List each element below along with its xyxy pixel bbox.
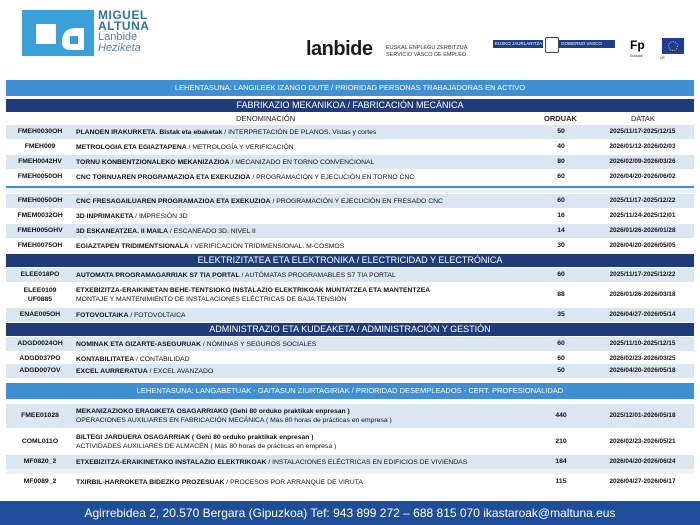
course-code: FMEH005OHV	[17, 227, 63, 234]
table-row	[6, 430, 694, 454]
table-row	[6, 284, 694, 306]
course-dates: 2025/11/24-2025/12/01	[609, 212, 676, 219]
course-name-es: EXCEL AVANZADO	[153, 368, 214, 375]
logo-line1: MIGUEL	[98, 8, 148, 22]
col-hours: ORDUAK	[544, 114, 577, 123]
course-name-es: MECANIZADO EN TORNO CONVENCIONAL	[235, 159, 375, 166]
course-dates: 2025/11/17-2025/12/22	[609, 271, 676, 278]
eu-flag-icon	[662, 38, 684, 54]
course-name-es: INSTALACIONES ELÉCTRICAS EN EDIFICIOS DE VIVIENDAS	[272, 459, 468, 466]
course-name-eu: TXIRBIL-HARROKETA BIDEZKO PROZESUAK	[76, 479, 225, 486]
spacer	[6, 188, 694, 193]
course-name-eu: 3D INPRIMAKETA	[76, 213, 134, 220]
course-name-eu: EXCEL AURRERATUA	[76, 368, 148, 375]
table-row: FMEH005OHV 3D ESKANEATZEA. II MAILA / ESCANEADO 3D. NIVEL II 14 2026/01/26-2026/01/28	[6, 224, 694, 238]
course-hours: 50	[557, 128, 565, 135]
table-row	[6, 404, 694, 428]
header	[0, 0, 700, 70]
course-name-eu: BILTEGI JARDUERA OSAGARRIAK	[76, 434, 191, 441]
table-row: FMEH0030OH PLANOEN IRAKURKETA. Bistak eta ebaketak / INTERPRETACIÓN DE PLANOS. Vistas y cortes 50 2025/11/17-2025/12/15	[6, 125, 694, 139]
course-hours: 60	[557, 271, 565, 278]
course-code: FMEH0050OH	[17, 197, 63, 204]
course-name-es: INTERPRETACIÓN DE PLANOS. Vistas y cortes	[228, 129, 377, 136]
course-dates: 2025/11/10-2025/12/15	[609, 340, 676, 347]
course-hours: 440	[555, 412, 567, 419]
course-dates: 2026/04/20-2026/05/18	[609, 367, 676, 374]
logo-line2: ALTUNA	[98, 19, 150, 33]
course-name-es: ACTIVIDADES AUXILIARES DE ALMACÉN ( Más 80 horas de prácticas en empresa )	[76, 443, 337, 450]
table-row: FMEM0032OH 3D INPRIMAKETA / IMPRESIÓN 3D 16 2025/11/24-2025/12/01	[6, 209, 694, 223]
course-dates: 2026/01/26-2026/03/18	[609, 291, 676, 298]
course-dates: 2026/04/27-2026/06/17	[609, 478, 676, 485]
course-name-eu: PLANOEN IRAKURKETA. Bistak eta ebaketak	[76, 129, 223, 136]
course-name-eu: CNC TORNUAREN PROGRAMAZIOA ETA EXEKUZIOA	[76, 174, 251, 181]
course-name-eu: FOTOVOLTAIKA	[76, 312, 129, 319]
course-code-2: UF0885	[27, 296, 53, 303]
course-code: ELEE0109	[23, 287, 57, 294]
table-row: ADGD037PO KONTABILITATEA / CONTABILIDAD 60 2026/02/23-2026/03/25	[6, 352, 694, 366]
table-row: ADGD0024OH NOMINAK ETA GIZARTE-ASEGURUAK / NÓMINAS Y SEGUROS SOCIALES 60 2025/11/10-2025/12/15	[6, 337, 694, 351]
course-name-es: PROGRAMACIÓN Y EJECUCIÓN EN TORNO CNC	[256, 174, 415, 181]
course-dates: 2026/04/20-2026/05/05	[609, 242, 676, 249]
table-row: ELEE018PO AUTOMATA PROGRAMAGARRIAK S7 TIA PORTAL / AUTÓMATAS PROGRAMABLES S7 TIA PORTAL 60 2025/11/17-2025/12/22	[6, 268, 694, 282]
table-row: MF0820_2 ETXEBIZITZA-ERAIKINETAKO INSTALAZIO ELEKTRIKOAK / INSTALACIONES ELÉCTRICAS EN EDIFICIOS DE VIVIENDAS 184 2026/04/20-2026/06/24	[6, 455, 694, 469]
course-name-eu: TORNU KONBENTZIONALEKO MEKANIZAZIOA	[76, 159, 230, 166]
fp-logo: Fp	[630, 38, 645, 52]
course-dates: 2025/12/01-2026/05/18	[609, 412, 676, 419]
lanbide-logo: lanbide	[306, 38, 373, 60]
course-code: FMEE01028	[21, 412, 59, 419]
course-name-eu: KONTABILITATEA	[76, 356, 135, 363]
course-hours: 30	[557, 242, 565, 249]
course-dates: 2026/02/23-2026/03/25	[609, 355, 676, 362]
course-hours: 80	[557, 158, 565, 165]
eu-sub: UE	[660, 56, 665, 60]
course-name-es: CONTABILIDAD	[139, 356, 190, 363]
course-code: FMEH009	[24, 143, 56, 150]
course-name-eu: AUTOMATA PROGRAMAGARRIAK S7 TIA PORTAL	[76, 272, 240, 279]
course-code: MF0089_2	[23, 478, 57, 485]
fp-sub: Euskadi	[630, 54, 643, 58]
course-name-es: AUTÓMATAS PROGRAMABLES S7 TIA PORTAL	[244, 272, 396, 279]
course-name-es: PROGRAMACIÓN Y EJECUCIÓN EN FRESADO CNC	[276, 198, 443, 205]
course-name-es: IMPRESIÓN 3D	[138, 213, 188, 220]
course-dates: 2026/02/23-2026/05/21	[609, 438, 676, 445]
table-row: ADGD007OV EXCEL AURRERATUA / EXCEL AVANZADO 50 2026/04/20-2026/05/18	[6, 364, 694, 378]
course-hours: 88	[557, 291, 565, 298]
miguel-altuna-logo-icon	[22, 10, 94, 56]
table-row: FMEH0042HV TORNU KONBENTZIONALEKO MEKANIZAZIOA / MECANIZADO EN TORNO CONVENCIONAL 80 2026/02/09-2026/03/26	[6, 155, 694, 169]
course-dates: 2026/04/20-2026/06/24	[609, 458, 676, 465]
course-note-eu: ( Gehi 80 orduko praktikak enpresan )	[190, 434, 314, 441]
course-hours: 60	[557, 340, 565, 347]
priority-banner-unemployed: LEHENTASUNA: LANGABETUAK - GAITASUN ZIURTAGIRIAK / PRIORIDAD DESEMPLEADOS - CERT. PROFESIONALIDAD	[6, 383, 694, 399]
table-row: FMEH0075OH EGIAZTAPEN TRIDIMENTSIONALA / VERIFICACIÓN TRIDIMENSIONAL. M-COSMOS 30 2026/04/20-2026/05/05	[6, 239, 694, 253]
course-hours: 50	[557, 367, 565, 374]
course-name-eu: ETXEBIZITZA-ERAIKINETAKO INSTALAZIO ELEKTRIKOAK	[76, 459, 267, 466]
lanbide-sub2: SERVICIO VASCO DE EMPLEO	[386, 52, 467, 58]
lanbide-subtitle	[386, 45, 467, 59]
table-row: FMEH009 METROLOGIA ETA EGIAZTAPENA / METROLOGÍA Y VERIFICACIÓN 40 2026/01/12-2026/02/03	[6, 140, 694, 154]
spacer	[6, 469, 694, 474]
course-code: FMEH0050OH	[17, 173, 63, 180]
table-row: ENAE005OH FOTOVOLTAIKA / FOTOVOLTAICA 35 2026/04/27-2026/05/14	[6, 308, 694, 322]
footer-contact: Agirrebidea 2, 20.570 Bergara (Gipuzkoa) Tef: 943 899 272 – 688 815 070 ikastaroak@maltuna.eus	[0, 501, 700, 525]
course-hours: 210	[555, 438, 567, 445]
logo-line4: Heziketa	[98, 42, 141, 54]
gov-left-label: EUSKO JAURLARITZA	[495, 41, 543, 46]
course-hours: 60	[557, 355, 565, 362]
gobierno-vasco-logo	[493, 40, 615, 62]
course-name-eu: ETXEBIZITZA-ERAIKINETAN BEHE-TENTSIOKO INSTALAZIO ELEKTRIKOAK MUNTATZEA ETA MANTENTZEA	[76, 287, 431, 294]
course-code: MF0820_2	[23, 458, 57, 465]
course-code: FMEH0030OH	[17, 128, 63, 135]
course-hours: 115	[555, 478, 567, 485]
course-name-eu: NOMINAK ETA GIZARTE-ASEGURUAK	[76, 341, 201, 348]
coat-of-arms-icon	[545, 37, 559, 53]
course-name-es: PROCESOS POR ARRANQUE DE VIRUTA	[230, 479, 363, 486]
course-dates: 2026/02/09-2026/03/26	[609, 158, 676, 165]
table-row: FMEH0050OH CNC FRESAGAILUAREN PROGRAMAZIOA ETA EXEKUZIOA / PROGRAMACIÓN Y EJECUCIÓN EN FRESADO CNC 60 2025/11/17-2025/12/22	[6, 194, 694, 208]
course-name-es: NÓMINAS Y SEGUROS SOCIALES	[206, 341, 317, 348]
lanbide-sub1: EUSKAL ENPLEGU ZERBITZUA	[386, 45, 468, 51]
col-dates: DATAK	[631, 114, 655, 123]
course-code: ENAE005OH	[19, 311, 61, 318]
column-headers	[6, 114, 694, 124]
course-name-es: OPERACIONES AUXILIARES EN FABRICACIÓN MECÁNICA ( Más 80 horas de prácticas en empresa )	[76, 417, 392, 424]
course-name-es: ESCANEADO 3D. NIVEL II	[173, 228, 256, 235]
course-name-eu: MEKANIZAZIOKO ERAGIKETA OSAGARRIAK	[76, 408, 223, 415]
section-title-electricity: ELEKTRIZITATEA ETA ELEKTRONIKA / ELECTRICIDAD Y ELECTRÓNICA	[6, 254, 694, 267]
course-hours: 16	[557, 212, 565, 219]
course-dates: 2026/04/27-2026/05/14	[609, 311, 676, 318]
gov-right-label: GOBIERNO VASCO	[559, 40, 615, 48]
course-dates: 2025/11/17-2025/12/15	[609, 128, 676, 135]
course-dates: 2026/01/12-2026/02/03	[609, 143, 676, 150]
priority-banner-employed: LEHENTASUNA: LANGILEEK IZANGO DUTE / PRIORIDAD PERSONAS TRABAJADORAS EN ACTIVO	[6, 80, 694, 96]
course-name-eu: EGIAZTAPEN TRIDIMENTSIONALA	[76, 243, 189, 250]
course-hours: 40	[557, 143, 565, 150]
course-code: ADGD007OV	[19, 367, 61, 374]
course-name-es: VERIFICACIÓN TRIDIMENSIONAL. M-COSMOS	[194, 243, 345, 250]
course-code: COML011O	[21, 438, 59, 445]
course-hours: 184	[555, 458, 567, 465]
course-code: FMEH0042HV	[18, 158, 62, 165]
course-name-eu: CNC FRESAGAILUAREN PROGRAMAZIOA ETA EXEKUZIOA	[76, 198, 271, 205]
school-name	[98, 10, 149, 54]
course-note-eu: O (Gehi 80 orduko praktikak enpresan )	[222, 408, 350, 415]
course-name-es: METROLOGÍA Y VERIFICACIÓN	[192, 144, 294, 151]
course-name-es: MONTAJE Y MANTENIMIENTO DE INSTALACIONES ELÉCTRICAS DE BAJA TENSIÓN	[76, 296, 347, 303]
course-hours: 60	[557, 173, 565, 180]
course-dates: 2026/04/20-2026/06/02	[609, 173, 676, 180]
logo-line3: Lanbide	[98, 31, 138, 43]
section-title-administration: ADMINISTRAZIO ETA KUDEAKETA / ADMINISTRACIÓN Y GESTIÓN	[6, 323, 694, 336]
table-row: MF0089_2 TXIRBIL-HARROKETA BIDEZKO PROZESUAK / PROCESOS POR ARRANQUE DE VIRUTA 115 2026/04/27-2026/06/17	[6, 475, 694, 489]
course-hours: 60	[557, 197, 565, 204]
col-description: DENOMINACIÓN	[236, 114, 296, 123]
course-dates: 2026/01/26-2026/01/28	[609, 227, 676, 234]
course-code: ADGD0024OH	[17, 340, 63, 347]
course-hours: 35	[557, 311, 565, 318]
course-hours: 14	[557, 227, 565, 234]
course-code: FMEH0075OH	[17, 242, 63, 249]
course-name-eu: 3D ESKANEATZEA. II MAILA	[76, 228, 169, 235]
section-title-fabrication: FABRIKAZIO MEKANIKOA / FABRICACIÓN MECÁNICA	[6, 99, 694, 112]
course-code: ELEE018PO	[20, 271, 60, 278]
course-code: FMEM0032OH	[17, 212, 63, 219]
course-code: ADGD037PO	[19, 355, 61, 362]
course-name-es: FOTOVOLTAICA	[134, 312, 186, 319]
table-row: FMEH0050OH CNC TORNUAREN PROGRAMAZIOA ETA EXEKUZIOA / PROGRAMACIÓN Y EJECUCIÓN EN TORNO CNC 60 2026/04/20-2026/06/02	[6, 170, 694, 184]
course-name-eu: METROLOGIA ETA EGIAZTAPENA	[76, 144, 187, 151]
course-dates: 2025/11/17-2025/12/22	[609, 197, 676, 204]
